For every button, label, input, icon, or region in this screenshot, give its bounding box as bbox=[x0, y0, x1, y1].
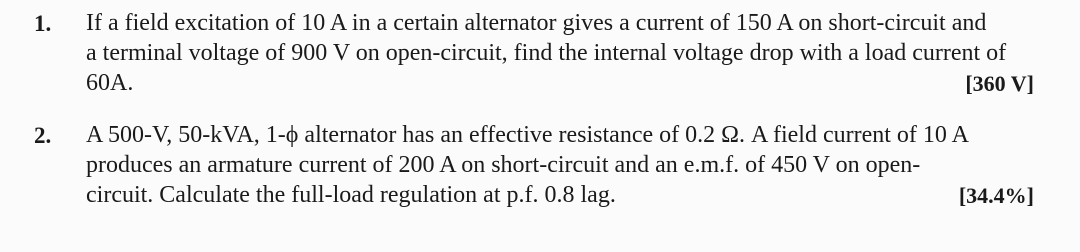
problem-text-line: circuit. Calculate the full-load regulation at p.f. 0.8 lag. bbox=[86, 182, 616, 208]
problem-number: 1. bbox=[34, 11, 52, 36]
answer-label: [360 V] bbox=[965, 71, 1034, 96]
problem-text-line: A 500-V, 50-kVA, 1-ϕ alternator has an effective resistance of 0.2 Ω. A field current of 10 A bbox=[86, 122, 969, 148]
answer-label: [34.4%] bbox=[958, 183, 1034, 208]
problem-text-line: a terminal voltage of 900 V on open-circuit, find the internal voltage drop with a load current of bbox=[86, 40, 1007, 66]
problem-text-line: If a field excitation of 10 A in a certain alternator gives a current of 150 A on short-circuit and bbox=[86, 10, 987, 36]
problem-text-line: produces an armature current of 200 A on short-circuit and an e.m.f. of 450 V on open- bbox=[86, 152, 921, 178]
problem-number: 2. bbox=[34, 123, 52, 148]
problem-text-line: 60A. bbox=[86, 70, 134, 96]
